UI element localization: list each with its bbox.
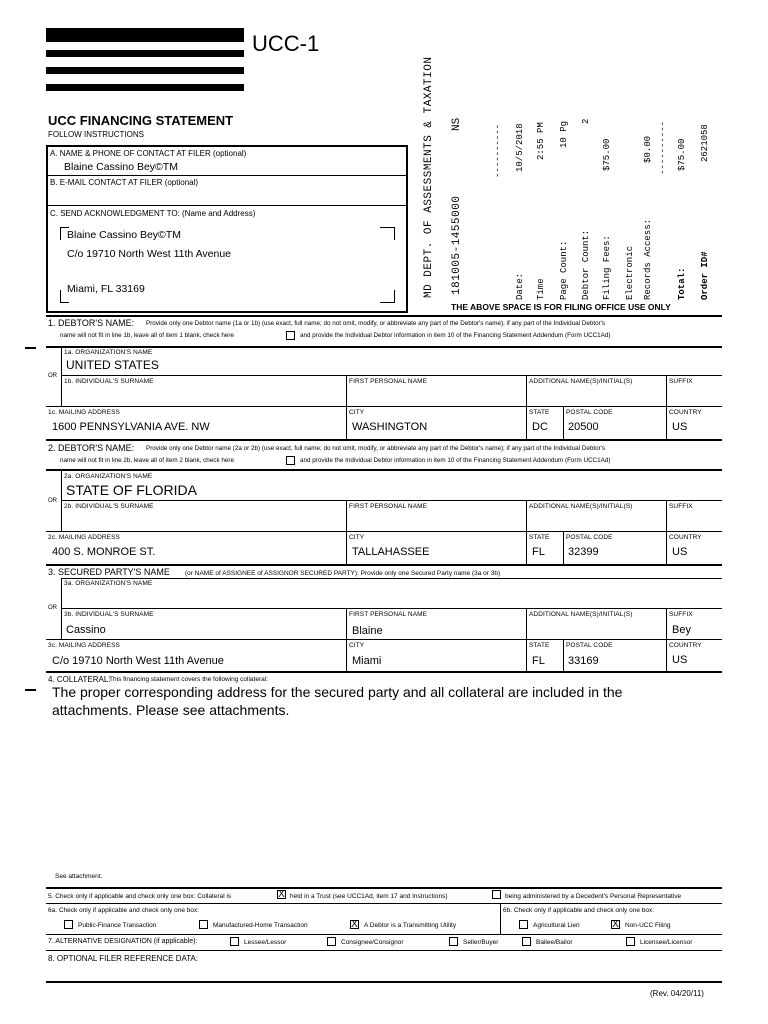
label-2c: 2c. MAILING ADDRESS — [48, 534, 120, 541]
licensee-label: Licensee/Licensor — [640, 939, 693, 946]
label-2b: 2b. INDIVIDUAL'S SURNAME — [64, 503, 154, 510]
debtor1-city[interactable]: WASHINGTON — [352, 421, 428, 433]
stamp-fee-value: $75.00 — [602, 138, 612, 171]
label-first-name: FIRST PERSONAL NAME — [349, 378, 428, 385]
label-country: COUNTRY — [669, 534, 702, 541]
debtor1-heading: 1. DEBTOR'S NAME: — [48, 318, 135, 328]
divider — [666, 639, 667, 671]
lessee-label: Lessee/Lessor — [244, 939, 287, 946]
ack-address[interactable]: C/o 19710 North West 11th Avenue — [67, 248, 232, 260]
bailee-label: Bailee/Bailor — [536, 939, 573, 946]
label-country: COUNTRY — [669, 409, 702, 416]
consignee-label: Consignee/Consignor — [341, 939, 404, 946]
debtor1-instructions-2a: name will not fit in line 1b, leave all of item 1 blank, check here — [60, 332, 234, 339]
label-3c: 3c. MAILING ADDRESS — [48, 642, 120, 649]
licensee-checkbox[interactable] — [626, 937, 635, 946]
collateral-text-1[interactable]: The proper corresponding address for the secured party and all collateral are included in the — [52, 684, 623, 700]
item5-trust-label: held in a Trust (see UCC1Ad, item 17 and Instructions) — [290, 893, 448, 900]
divider — [526, 531, 527, 564]
debtor1-instructions-2b: and provide the Individual Debtor information in item 10 of the Financing Statement Addendum (Form UCC1Ad) — [300, 332, 611, 339]
margin-mark — [25, 347, 36, 349]
stamp-time-label: Time — [536, 278, 546, 300]
divider — [46, 639, 722, 640]
debtor2-country[interactable]: US — [672, 546, 688, 558]
secured-surname[interactable]: Cassino — [66, 624, 106, 636]
divider — [666, 375, 667, 407]
item7-text: 7. ALTERNATIVE DESIGNATION (if applicable): — [48, 938, 198, 945]
stamp-ns: NS — [451, 117, 463, 131]
divider — [46, 315, 722, 317]
secured-postal[interactable]: 33169 — [568, 655, 599, 667]
divider — [666, 500, 667, 532]
transmitting-utility-label: A Debtor is a Transmitting Utility — [364, 922, 457, 929]
divider — [61, 578, 722, 579]
label-city: CITY — [349, 534, 365, 541]
ack-city-state-zip[interactable]: Miami, FL 33169 — [67, 283, 145, 295]
non-ucc-label: Non-UCC Filing — [625, 922, 671, 929]
divider — [61, 375, 722, 376]
collateral-text-2[interactable]: attachments. Please see attachments. — [52, 702, 290, 718]
label-postal: POSTAL CODE — [566, 642, 613, 649]
divider — [46, 671, 722, 673]
stamp-order-value: 2621058 — [700, 124, 710, 162]
debtor2-postal[interactable]: 32399 — [568, 546, 599, 558]
debtor2-heading: 2. DEBTOR'S NAME: — [48, 443, 135, 453]
agricultural-lien-checkbox[interactable] — [519, 920, 528, 929]
filer-c-label: C. SEND ACKNOWLEDGMENT TO: (Name and Address) — [50, 209, 256, 218]
divider — [46, 934, 722, 935]
non-ucc-checkbox[interactable]: X — [612, 919, 619, 930]
divider — [526, 406, 527, 439]
label-postal: POSTAL CODE — [566, 409, 613, 416]
label-city: CITY — [349, 409, 365, 416]
label-state: STATE — [529, 534, 550, 541]
trust-checkbox[interactable]: X — [278, 889, 285, 900]
label-2a: 2a. ORGANIZATION'S NAME — [64, 473, 153, 480]
seller-checkbox[interactable] — [449, 937, 458, 946]
debtor2-instructions: Provide only one Debtor name (2a or 2b) (use exact, full name; do not omit, modify, or abbreviate any part of the Debtor's name); if any part of the Individual Debtor's — [146, 445, 606, 452]
label-city: CITY — [349, 642, 365, 649]
divider — [346, 500, 347, 532]
divider — [46, 346, 722, 348]
stamp-page-label: Page Count: — [559, 240, 569, 300]
or-label: OR — [48, 605, 57, 611]
debtor1-country[interactable]: US — [672, 421, 688, 433]
stamp-elec-label: Electronic — [625, 245, 635, 300]
stamp-dashes-2: ---------- — [658, 120, 668, 175]
or-label: OR — [48, 373, 57, 379]
debtor2-org-name[interactable]: STATE OF FLORIDA — [66, 482, 197, 498]
divider — [526, 639, 527, 671]
decedent-checkbox[interactable] — [492, 890, 501, 899]
debtor1-postal[interactable]: 20500 — [568, 421, 599, 433]
label-suffix: SUFFIX — [669, 611, 693, 618]
debtor2-city[interactable]: TALLAHASSEE — [352, 546, 430, 558]
form-code: UCC-1 — [252, 31, 320, 56]
ack-name[interactable]: Blaine Cassino Bey©TM — [67, 229, 181, 241]
follow-instructions: FOLLOW INSTRUCTIONS — [48, 130, 145, 139]
stamp-date-label: Date: — [515, 272, 525, 300]
divider — [666, 531, 667, 564]
public-finance-label: Public-Finance Transaction — [78, 922, 157, 929]
debtor2-instructions-2a: name will not fit in line 2b, leave all of item 2 blank, check here — [60, 457, 234, 464]
divider — [46, 903, 722, 904]
logo-bar — [46, 84, 244, 91]
divider — [563, 531, 564, 564]
public-finance-checkbox[interactable] — [64, 920, 73, 929]
corner-bracket — [380, 290, 395, 303]
logo-bar — [46, 28, 244, 42]
label-3b: 3b. INDIVIDUAL'S SURNAME — [64, 611, 154, 618]
item6a-text: 6a. Check only if applicable and check only one box: — [48, 907, 200, 914]
divider — [563, 639, 564, 671]
divider — [46, 981, 722, 983]
label-postal: POSTAL CODE — [566, 534, 613, 541]
transmitting-utility-checkbox[interactable]: X — [351, 919, 358, 930]
secured-heading: 3. SECURED PARTY'S NAME — [48, 567, 170, 577]
secured-suffix[interactable]: Bey — [672, 624, 691, 636]
divider — [46, 175, 408, 176]
divider — [346, 608, 347, 640]
divider — [61, 578, 62, 640]
bailee-checkbox[interactable] — [522, 937, 531, 946]
divider — [500, 903, 501, 934]
stamp-total-label: Total: — [677, 267, 687, 300]
divider — [526, 500, 527, 532]
manufactured-home-checkbox[interactable] — [199, 920, 208, 929]
label-first-name: FIRST PERSONAL NAME — [349, 611, 428, 618]
divider — [46, 469, 722, 471]
label-1c: 1c. MAILING ADDRESS — [48, 409, 120, 416]
revision-date: (Rev. 04/20/11) — [650, 989, 704, 998]
label-state: STATE — [529, 642, 550, 649]
debtor2-check-box[interactable] — [286, 456, 295, 465]
item5-decedent-label: being administered by a Decedent's Personal Representative — [505, 893, 682, 900]
divider — [346, 406, 347, 439]
label-additional: ADDITIONAL NAME(S)/INITIAL(S) — [529, 378, 633, 385]
secured-first-name[interactable]: Blaine — [352, 625, 383, 637]
label-1a: 1a. ORGANIZATION'S NAME — [64, 349, 153, 356]
divider — [46, 205, 408, 206]
form-title: UCC FINANCING STATEMENT — [48, 113, 234, 128]
logo-bar — [46, 50, 244, 57]
debtor2-state[interactable]: FL — [532, 546, 545, 558]
debtor1-check-box[interactable] — [286, 331, 295, 340]
item5-text: 5. Check only if applicable and check only one box: Collateral is — [48, 893, 232, 900]
secured-state[interactable]: FL — [532, 655, 545, 667]
divider — [666, 406, 667, 439]
lessee-checkbox[interactable] — [230, 937, 239, 946]
margin-mark — [25, 689, 36, 691]
label-state: STATE — [529, 409, 550, 416]
stamp-debtor-label: Debtor Count: — [581, 229, 591, 300]
corner-bracket — [380, 227, 395, 240]
filing-office-note: THE ABOVE SPACE IS FOR FILING OFFICE USE ONLY — [451, 302, 671, 312]
divider — [46, 531, 722, 532]
stamp-dept: MD DEPT. OF ASSESSMENTS & TAXATION — [423, 56, 435, 298]
divider — [346, 531, 347, 564]
logo-bar — [46, 67, 244, 74]
stamp-number: 181005-1455000 — [451, 195, 463, 295]
debtor1-state[interactable]: DC — [532, 421, 548, 433]
divider — [526, 375, 527, 407]
debtor1-instructions: Provide only one Debtor name (1a or 1b) (use exact, full name; do not omit, modify, or abbreviate any part of the Debtor's name); if any part of the Individual Debtor's — [146, 320, 606, 327]
divider — [563, 406, 564, 439]
stamp-dashes: ---------- — [493, 123, 503, 178]
label-additional: ADDITIONAL NAME(S)/INITIAL(S) — [529, 611, 633, 618]
divider — [46, 887, 722, 889]
stamp-page-value: 10 Pg — [559, 120, 569, 148]
secured-city[interactable]: Miami — [352, 655, 382, 667]
consignee-checkbox[interactable] — [327, 937, 336, 946]
debtor2-instructions-2b: and provide the Individual Debtor information in item 10 of the Financing Statement Addendum (Form UCC1Ad) — [300, 457, 611, 464]
item6b-text: 6b. Check only if applicable and check only one box: — [503, 907, 655, 914]
stamp-date-value: 10/5/2018 — [515, 123, 525, 172]
item8-text: 8. OPTIONAL FILER REFERENCE DATA: — [48, 954, 199, 963]
divider — [346, 639, 347, 671]
filer-a-label: A. NAME & PHONE OF CONTACT AT FILER (optional) — [50, 149, 247, 158]
collateral-instructions: This financing statement covers the following collateral: — [109, 676, 268, 683]
manufactured-home-label: Manufactured-Home Transaction — [213, 922, 308, 929]
label-3a: 3a. ORGANIZATION'S NAME — [64, 580, 153, 587]
divider — [46, 439, 722, 441]
collateral-heading: 4. COLLATERAL: — [48, 675, 111, 684]
agricultural-lien-label: Agricultural Lien — [533, 922, 580, 929]
stamp-total-value: $75.00 — [677, 138, 687, 171]
debtor1-address[interactable]: 1600 PENNSYLVANIA AVE. NW — [52, 421, 210, 433]
divider — [61, 500, 722, 501]
stamp-debtor-value: 2 — [581, 118, 591, 124]
debtor1-org-name[interactable]: UNITED STATES — [66, 358, 159, 372]
stamp-rec-value: $0.00 — [643, 135, 653, 163]
seller-label: Seller/Buyer — [463, 939, 499, 946]
label-suffix: SUFFIX — [669, 378, 693, 385]
divider — [666, 608, 667, 640]
stamp-order-label: Order ID# — [700, 251, 710, 300]
label-suffix: SUFFIX — [669, 503, 693, 510]
filer-a-value[interactable]: Blaine Cassino Bey©TM — [64, 161, 178, 173]
divider — [61, 347, 62, 407]
stamp-fee-label: Filing Fees: — [602, 235, 612, 300]
divider — [46, 950, 722, 951]
label-first-name: FIRST PERSONAL NAME — [349, 503, 428, 510]
divider — [61, 470, 62, 532]
stamp-time-value: 2:55 PM — [536, 122, 546, 160]
debtor2-address[interactable]: 400 S. MONROE ST. — [52, 546, 156, 558]
divider — [346, 375, 347, 407]
secured-address[interactable]: C/o 19710 North West 11th Avenue — [52, 655, 224, 667]
label-additional: ADDITIONAL NAME(S)/INITIAL(S) — [529, 503, 633, 510]
divider — [46, 406, 722, 407]
stamp-rec-label: Records Access: — [643, 218, 653, 300]
label-1b: 1b. INDIVIDUAL'S SURNAME — [64, 378, 154, 385]
filer-b-label: B. E-MAIL CONTACT AT FILER (optional) — [50, 178, 199, 187]
secured-country[interactable]: US — [672, 654, 688, 666]
collateral-see-attachment: See attachment. — [55, 873, 103, 880]
divider — [526, 608, 527, 640]
divider — [61, 608, 722, 609]
divider — [46, 564, 722, 566]
secured-instructions: (or NAME of ASSIGNEE of ASSIGNOR SECURED PARTY): Provide only one Secured Party name (3a or 3b) — [185, 570, 501, 577]
or-label: OR — [48, 498, 57, 504]
label-country: COUNTRY — [669, 642, 702, 649]
